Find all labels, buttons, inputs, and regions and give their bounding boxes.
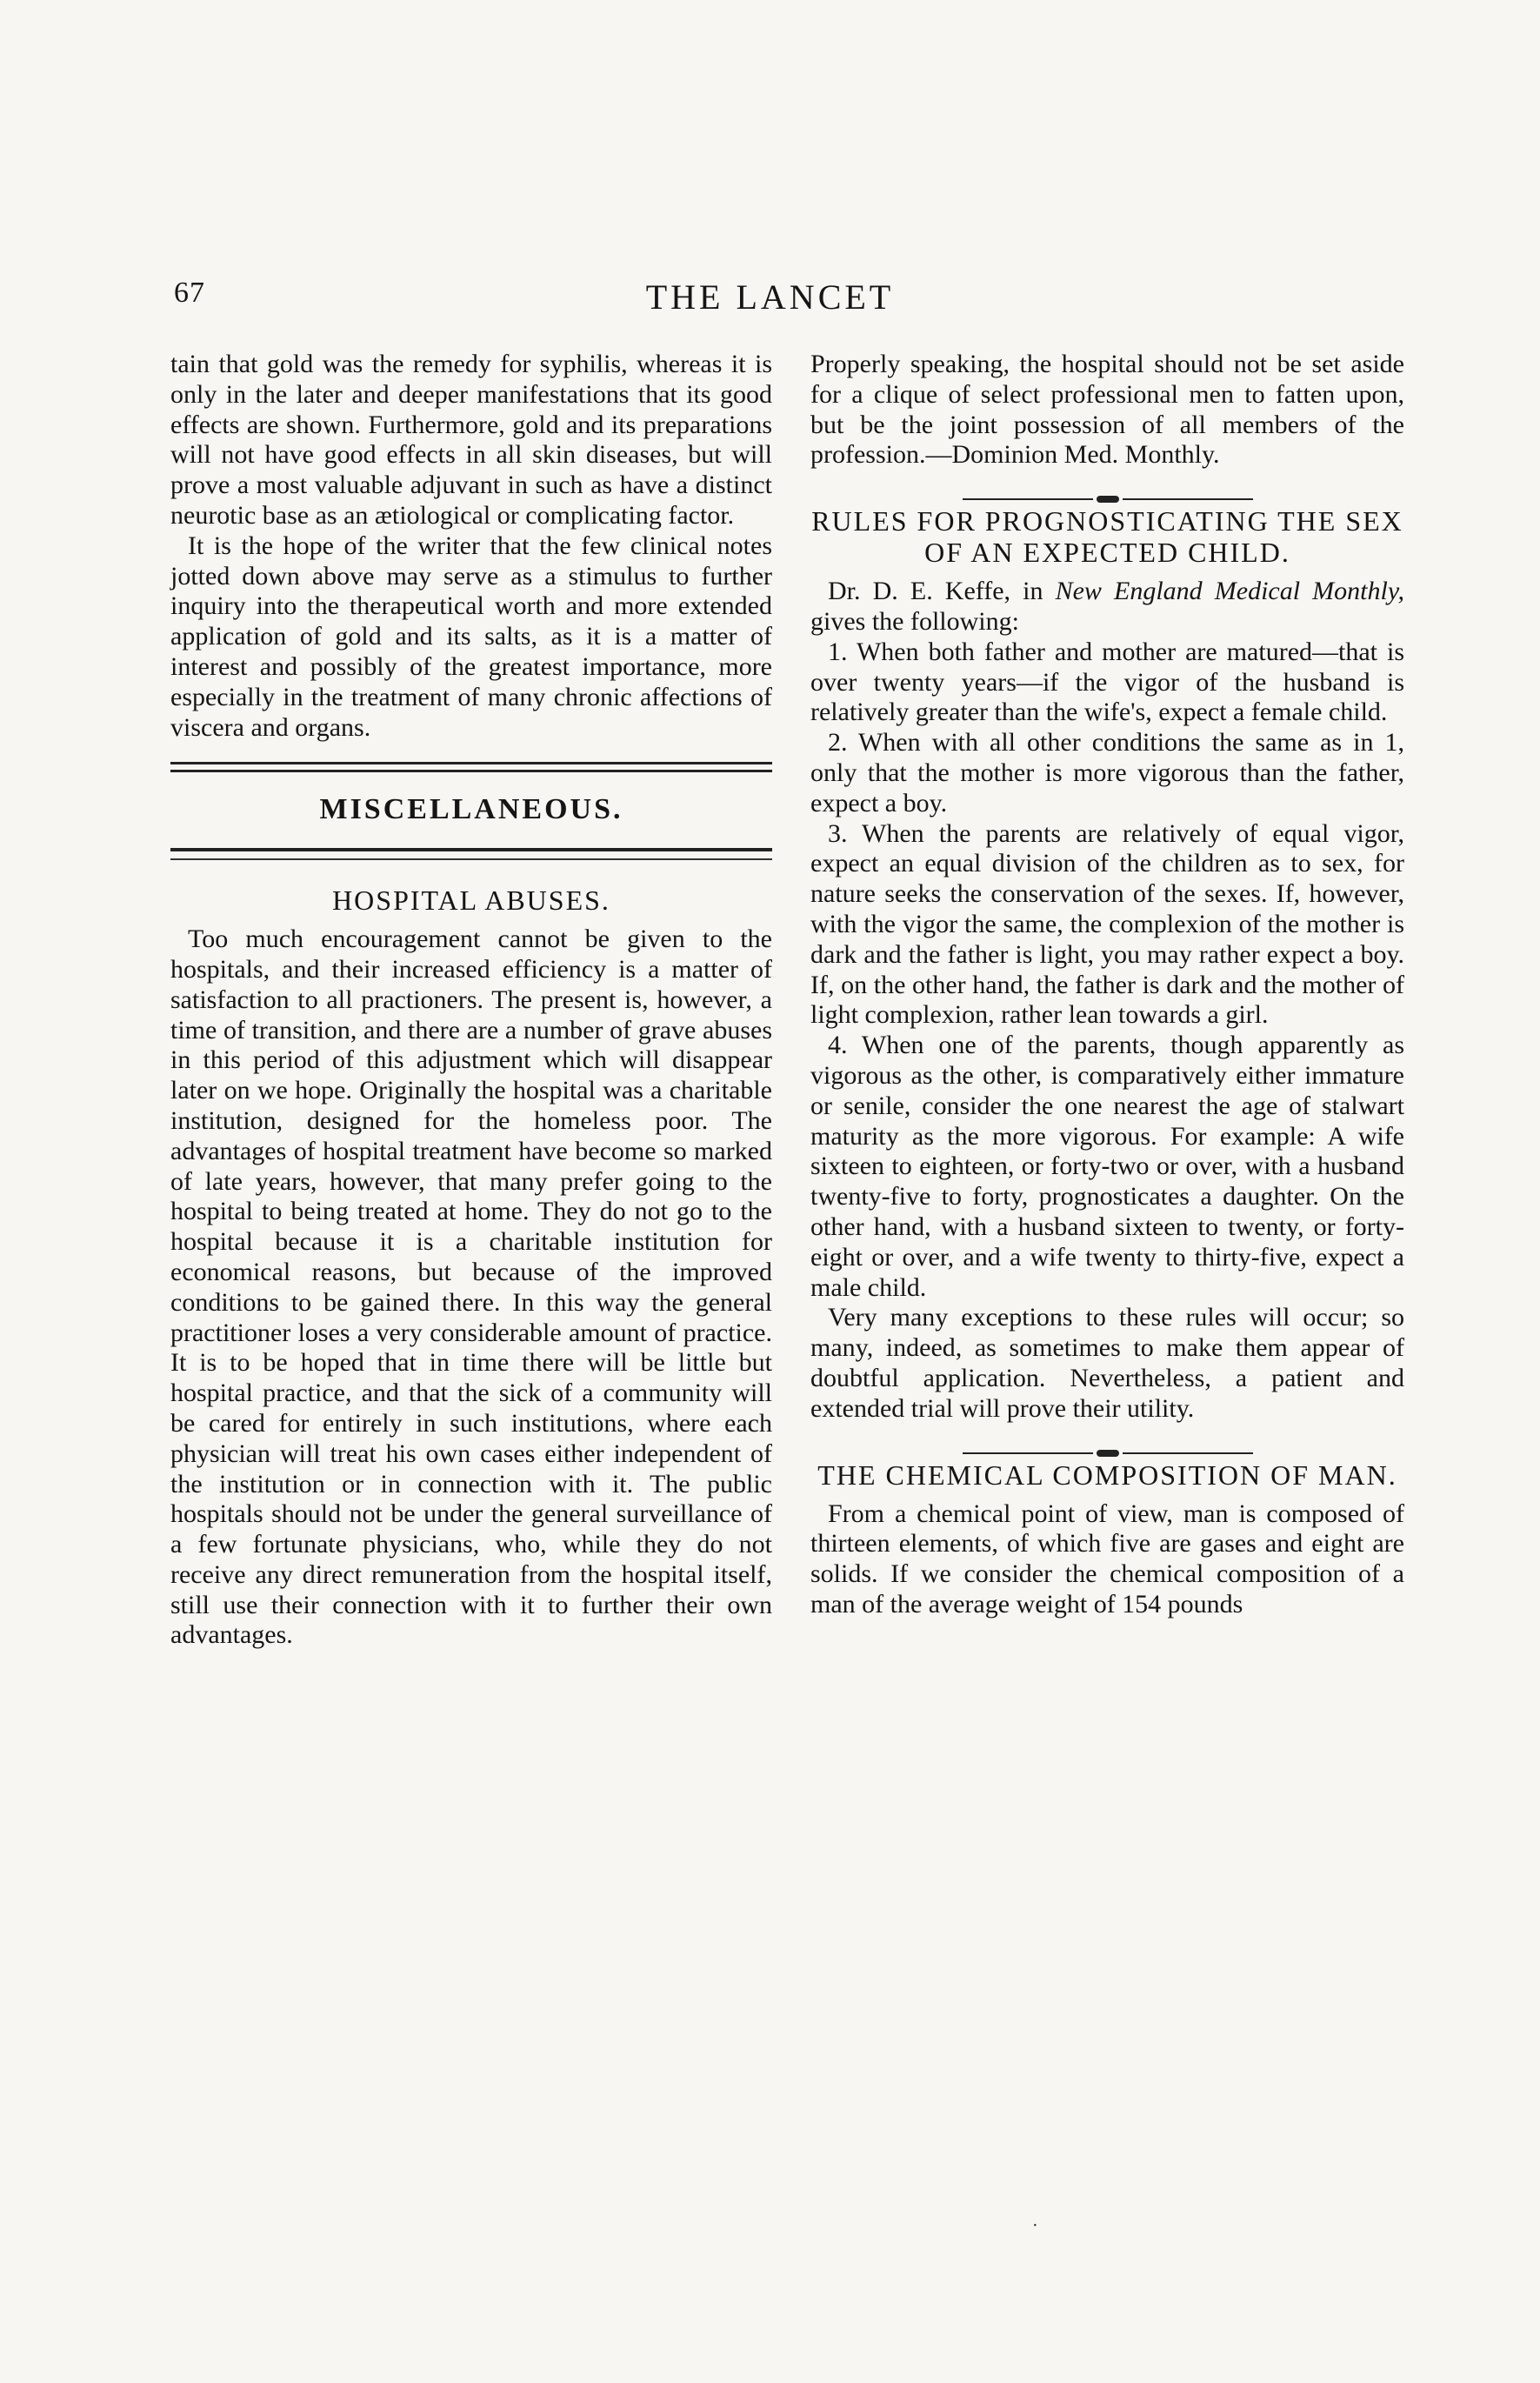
gold-paragraph-continued: tain that gold was the remedy for syphilis, whereas it is only in the later and deeper manifestations that its good effects are shown. Furthermore, gold and its preparations will not have good effects in all skin diseases, but will prove a most valuable adjuvant in such as have a distinct neurotic base as an ætiological or complicating factor. (170, 350, 772, 530)
rule-4: 4. When one of the parents, though apparently as vigorous as the other, is comparatively either immature or senile, consider the one nearest the age of stalwart maturity as the more vigorous. For example: A wife sixteen to eighteen, or forty-two or over, with a husband twenty-five to forty, prognosticates a daughter. On the other hand, with a husband sixteen to twenty, or forty-eight or over, and a wife twenty to thirty-five, expect a male child. (810, 1031, 1404, 1302)
rule-1: 1. When both father and mother are matured—that is over twenty years—if the vigor of the husband is relatively greater than the wife's, expect a female child. (810, 637, 1404, 727)
section-divider-thin (170, 858, 772, 860)
exceptions-paragraph: Very many exceptions to these rules will occur; so many, indeed, as sometimes to make them appear of doubtful application. Nevertheless, a patient and extended trial will prove their utility. (810, 1303, 1404, 1423)
hospital-abuses-title: HOSPITAL ABUSES. (332, 884, 610, 917)
right-column (810, 350, 1404, 1620)
hospital-abuses-continued: Properly speaking, the hospital should not be set aside for a clique of select professional men to fatten upon, but be the joint possession of all members of the profession.—Dominion Med. Monthly. (810, 350, 1404, 470)
ornamental-divider (810, 483, 1404, 491)
chemical-composition-text: From a chemical point of view, man is composed of thirteen elements, of which five are gases and eight are solids. If we consider the chemical composition of a man of the average weight of 154 pounds (810, 1499, 1404, 1619)
ornamental-divider-2 (810, 1437, 1404, 1445)
source-citation (810, 577, 1404, 637)
source-suffix: gives the following: (810, 606, 1019, 636)
miscellaneous-heading: MISCELLANEOUS. (319, 793, 623, 826)
writer-hope-paragraph: It is the hope of the writer that the few clinical notes jotted down above may serve as a stimulus to further inquiry into the therapeutical worth and more extended application of gold and its salts, as it is a matter of interest and possibly of the greatest importance, more especially in the treatment of many chronic affections of viscera and organs. (170, 531, 772, 742)
rule-3: 3. When the parents are relatively of equal vigor, expect an equal division of the children as to sex, for nature seeks the conservation of the sexes. If, however, with the vigor the same, the complexion of the mother is dark and the father is light, you may rather expect a boy. If, on the other hand, the father is dark and the mother of light complexion, rather lean towards a girl. (810, 818, 1404, 1030)
running-title: THE LANCET (645, 277, 895, 317)
rules-prognosticating-title: RULES FOR PROGNOSTICATING THE SEX OF AN EXPECTED CHILD. (811, 505, 1403, 569)
page-number: 67 (174, 277, 205, 309)
section-divider-heavy (170, 848, 772, 851)
hospital-abuses-text: Too much encouragement cannot be given to the hospitals, and their increased efficiency is a matter of satisfaction to all practioners. The present is, however, a time of transition, and there are a number of grave abuses in this period of this adjustment which will disappear later on we hope. Originally the hospital was a charitable institution, designed for the homeless poor. The advantages of hospital treatment have become so marked of late years, however, that many prefer going to the hospital to being treated at home. They do not go to the hospital because it is a charitable institution for economical reasons, but because of the improved conditions to be gained there. In this way the general practitioner loses a very considerable amount of practice. It is to be hoped that in time there will be little but hospital practice, and that the sick of a community will be cared for entirely in such institutions, where each physician will treat his own cases either independent of the institution or in connection with it. The public hospitals should not be under the general surveillance of a few fortunate physicians, who, while they do not receive any direct remuneration from the hospital itself, still use their connection with it to further their own advantages. (170, 924, 772, 1650)
rule-2: 2. When with all other conditions the same as in 1, only that the mother is more vigorous than the father, expect a boy. (810, 728, 1404, 818)
section-divider-double (170, 762, 772, 772)
source-prefix: Dr. D. E. Keffe, in (828, 577, 1056, 606)
left-column (170, 350, 772, 1651)
source-journal: New England Medical Monthly, (1055, 577, 1404, 606)
print-mark: · (1032, 2216, 1038, 2235)
chemical-composition-title: THE CHEMICAL COMPOSITION OF MAN. (817, 1459, 1397, 1491)
